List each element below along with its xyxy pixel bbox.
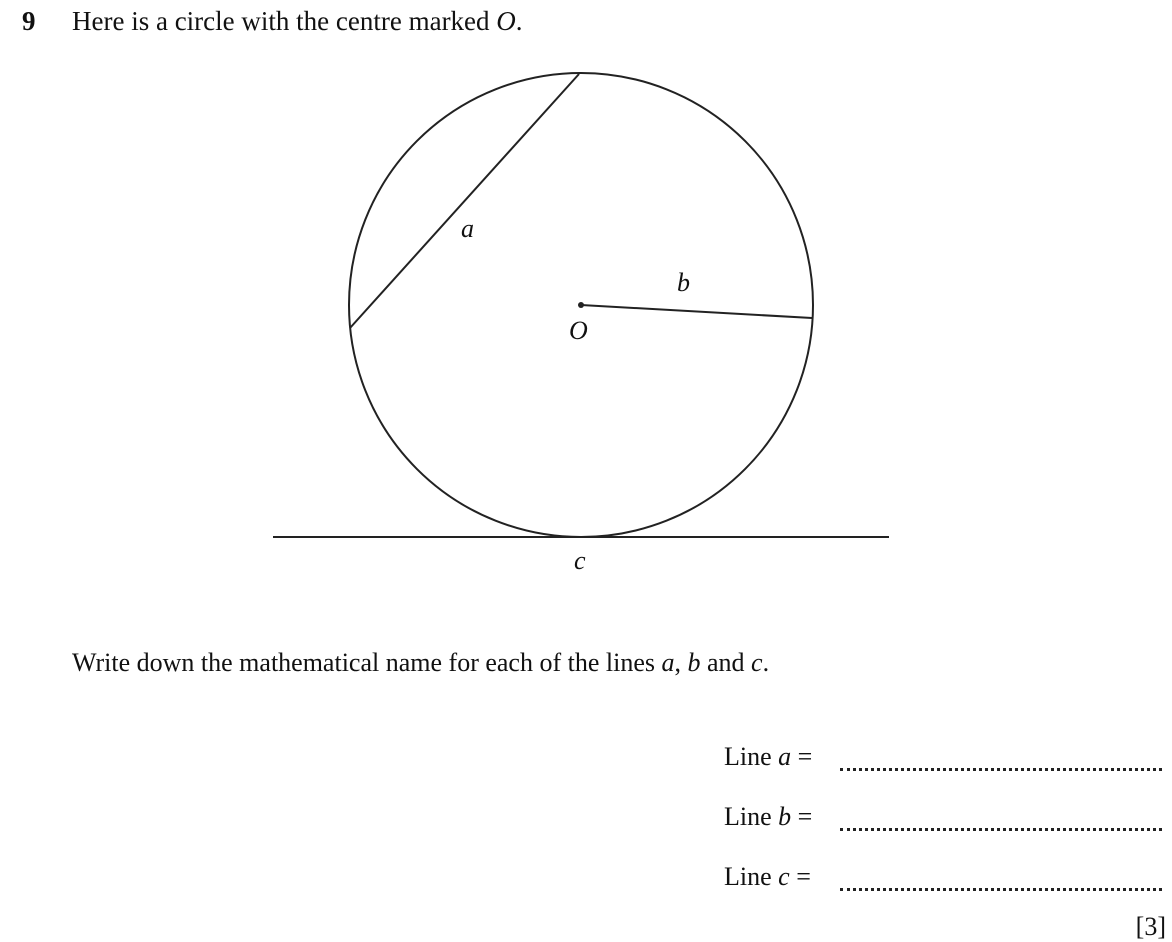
question-text-centre-var: O (496, 6, 516, 36)
label-b: b (677, 268, 690, 297)
question-text-suffix: . (515, 6, 523, 36)
answer-blank-b[interactable] (840, 828, 1162, 831)
answer-blank-c[interactable] (840, 888, 1162, 891)
question-text-prefix: Here is a circle with the centre marked (72, 6, 497, 36)
instruction-sep-1: , (674, 648, 688, 677)
instruction-sep-2: and (700, 648, 752, 677)
answer-label-c: Line c = (724, 862, 811, 891)
answer-label-a: Line a = (724, 742, 813, 771)
instruction-var-b: b (687, 648, 701, 677)
label-c: c (574, 546, 586, 575)
instruction-suffix: . (762, 648, 770, 677)
label-centre: O (569, 316, 588, 345)
instruction-text (72, 648, 769, 678)
marks-total: [3] (1135, 912, 1166, 941)
centre-point (578, 302, 584, 308)
answer-row-c (724, 862, 1164, 902)
answer-row-a (724, 742, 1164, 782)
answer-blank-a[interactable] (840, 768, 1162, 771)
question-number: 9 (22, 6, 36, 36)
label-a: a (461, 214, 474, 243)
instruction-var-a: a (661, 648, 675, 677)
answer-row-b (724, 802, 1164, 842)
chord-a (350, 74, 579, 328)
radius-b (581, 305, 812, 318)
answer-label-b: Line b = (724, 802, 813, 831)
instruction-var-c: c (751, 648, 763, 677)
instruction-prefix: Write down the mathematical name for each of the lines (72, 648, 662, 677)
